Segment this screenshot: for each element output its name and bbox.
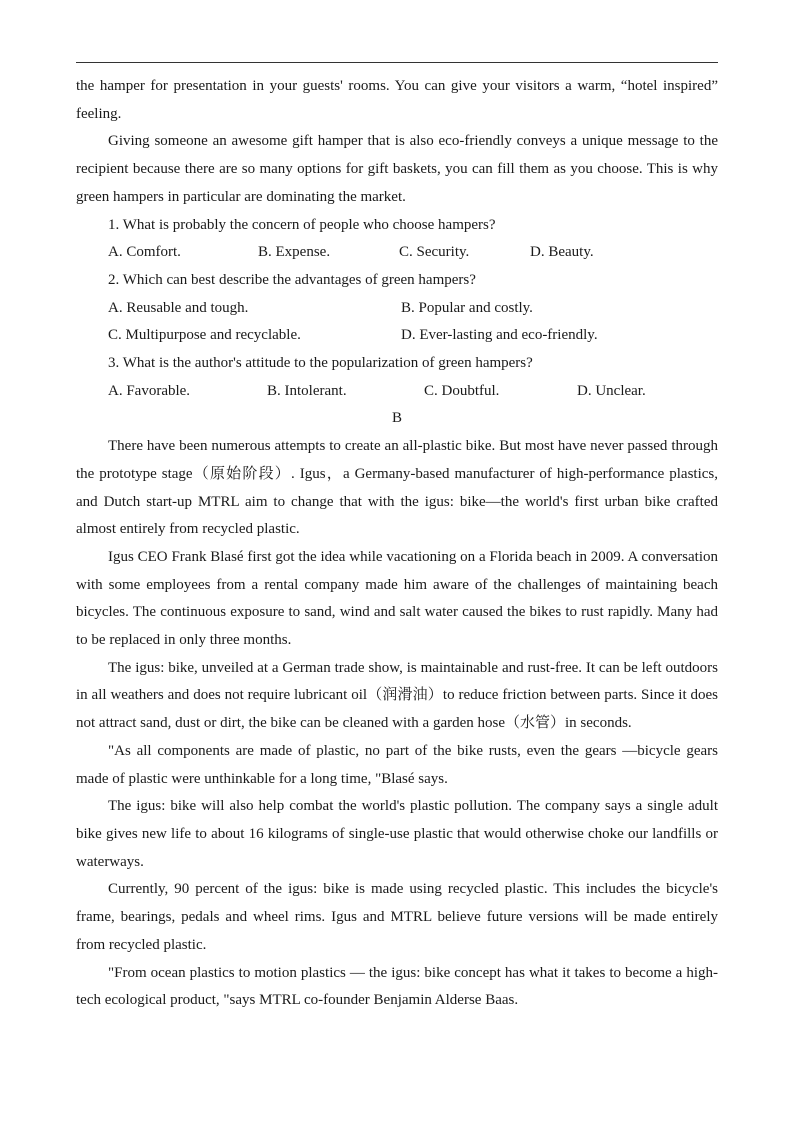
passage-b-paragraph: The igus: bike will also help combat the world's plastic pollution. The company says a single adult bike gives new life to about 16 kilograms of single-use plastic that would otherwise choke our landfills or waterways. bbox=[76, 798, 718, 870]
passage-b-paragraph: There have been numerous attempts to create an all-plastic bike. But most have never passed through the prototype stage（原始阶段）. Igus，a Germany-based manufacturer of high-performance plastics, and Dutch start-up MTRL aim to change that with the igus: bike—the world's first urban bike crafted almost entirely from recycled plastic. bbox=[76, 438, 718, 538]
question-options bbox=[76, 295, 718, 323]
question-options bbox=[76, 378, 718, 406]
question-options bbox=[76, 322, 718, 350]
option: C. Security. bbox=[399, 244, 470, 261]
option: C. Multipurpose and recyclable. bbox=[108, 327, 301, 344]
option: A. Favorable. bbox=[108, 382, 191, 399]
option: B. Expense. bbox=[258, 244, 331, 261]
section-label: B bbox=[391, 410, 402, 427]
option: A. Comfort. bbox=[108, 244, 181, 261]
header-rule bbox=[76, 62, 718, 63]
option: D. Beauty. bbox=[530, 244, 594, 261]
option: D. Unclear. bbox=[577, 382, 646, 399]
question-stem: 2. Which can best describe the advantages of green hampers? bbox=[108, 271, 476, 288]
question-stem: 3. What is the author's attitude to the popularization of green hampers? bbox=[108, 355, 533, 372]
option: D. Ever-lasting and eco-friendly. bbox=[401, 327, 598, 344]
passage-b-paragraph: The igus: bike, unveiled at a German trade show, is maintainable and rust-free. It can be left outdoors in all weathers and does not require lubricant oil（润滑油）to reduce friction between parts. Since it does not attract sand, dust or dirt, the bike can be cleaned with a garden hose（水管）in seconds. bbox=[76, 659, 718, 732]
passage-a-paragraph: Giving someone an awesome gift hamper that is also eco-friendly conveys a unique message to the recipient because there are so many options for gift baskets, you can fill them as you choose. This is why green hampers in particular are dominating the market. bbox=[76, 133, 718, 205]
passage-b-paragraph: "As all components are made of plastic, no part of the bike rusts, even the gears —bicycle gears made of plastic were unthinkable for a long time, "Blasé says. bbox=[76, 742, 718, 787]
passage-b-paragraph: Igus CEO Frank Blasé first got the idea while vacationing on a Florida beach in 2009. A conversation with some employees from a rental company made him aware of the challenges of maintaining beach bicycles. The continuous exposure to sand, wind and salt water caused the bikes to rust rapidly. Many had to be replaced in only three months. bbox=[76, 548, 718, 649]
option: B. Intolerant. bbox=[267, 382, 347, 399]
question-stem: 1. What is probably the concern of people who choose hampers? bbox=[108, 216, 496, 233]
option: B. Popular and costly. bbox=[401, 299, 533, 316]
option: A. Reusable and tough. bbox=[108, 299, 249, 316]
option: C. Doubtful. bbox=[424, 382, 500, 399]
passage-a-paragraph: the hamper for presentation in your guests' rooms. You can give your visitors a warm, “hotel inspired” feeling. bbox=[76, 78, 718, 122]
passage-b-paragraph: "From ocean plastics to motion plastics — the igus: bike concept has what it takes to become a high-tech ecological product, "says MTRL co-founder Benjamin Alderse Baas. bbox=[76, 964, 718, 1009]
passage-b-paragraph: Currently, 90 percent of the igus: bike is made using recycled plastic. This includes the bicycle's frame, bearings, pedals and wheel rims. Igus and MTRL believe future versions will be made entirely from recycled plastic. bbox=[76, 881, 718, 953]
page-content bbox=[76, 73, 718, 1015]
question-options bbox=[76, 239, 718, 267]
